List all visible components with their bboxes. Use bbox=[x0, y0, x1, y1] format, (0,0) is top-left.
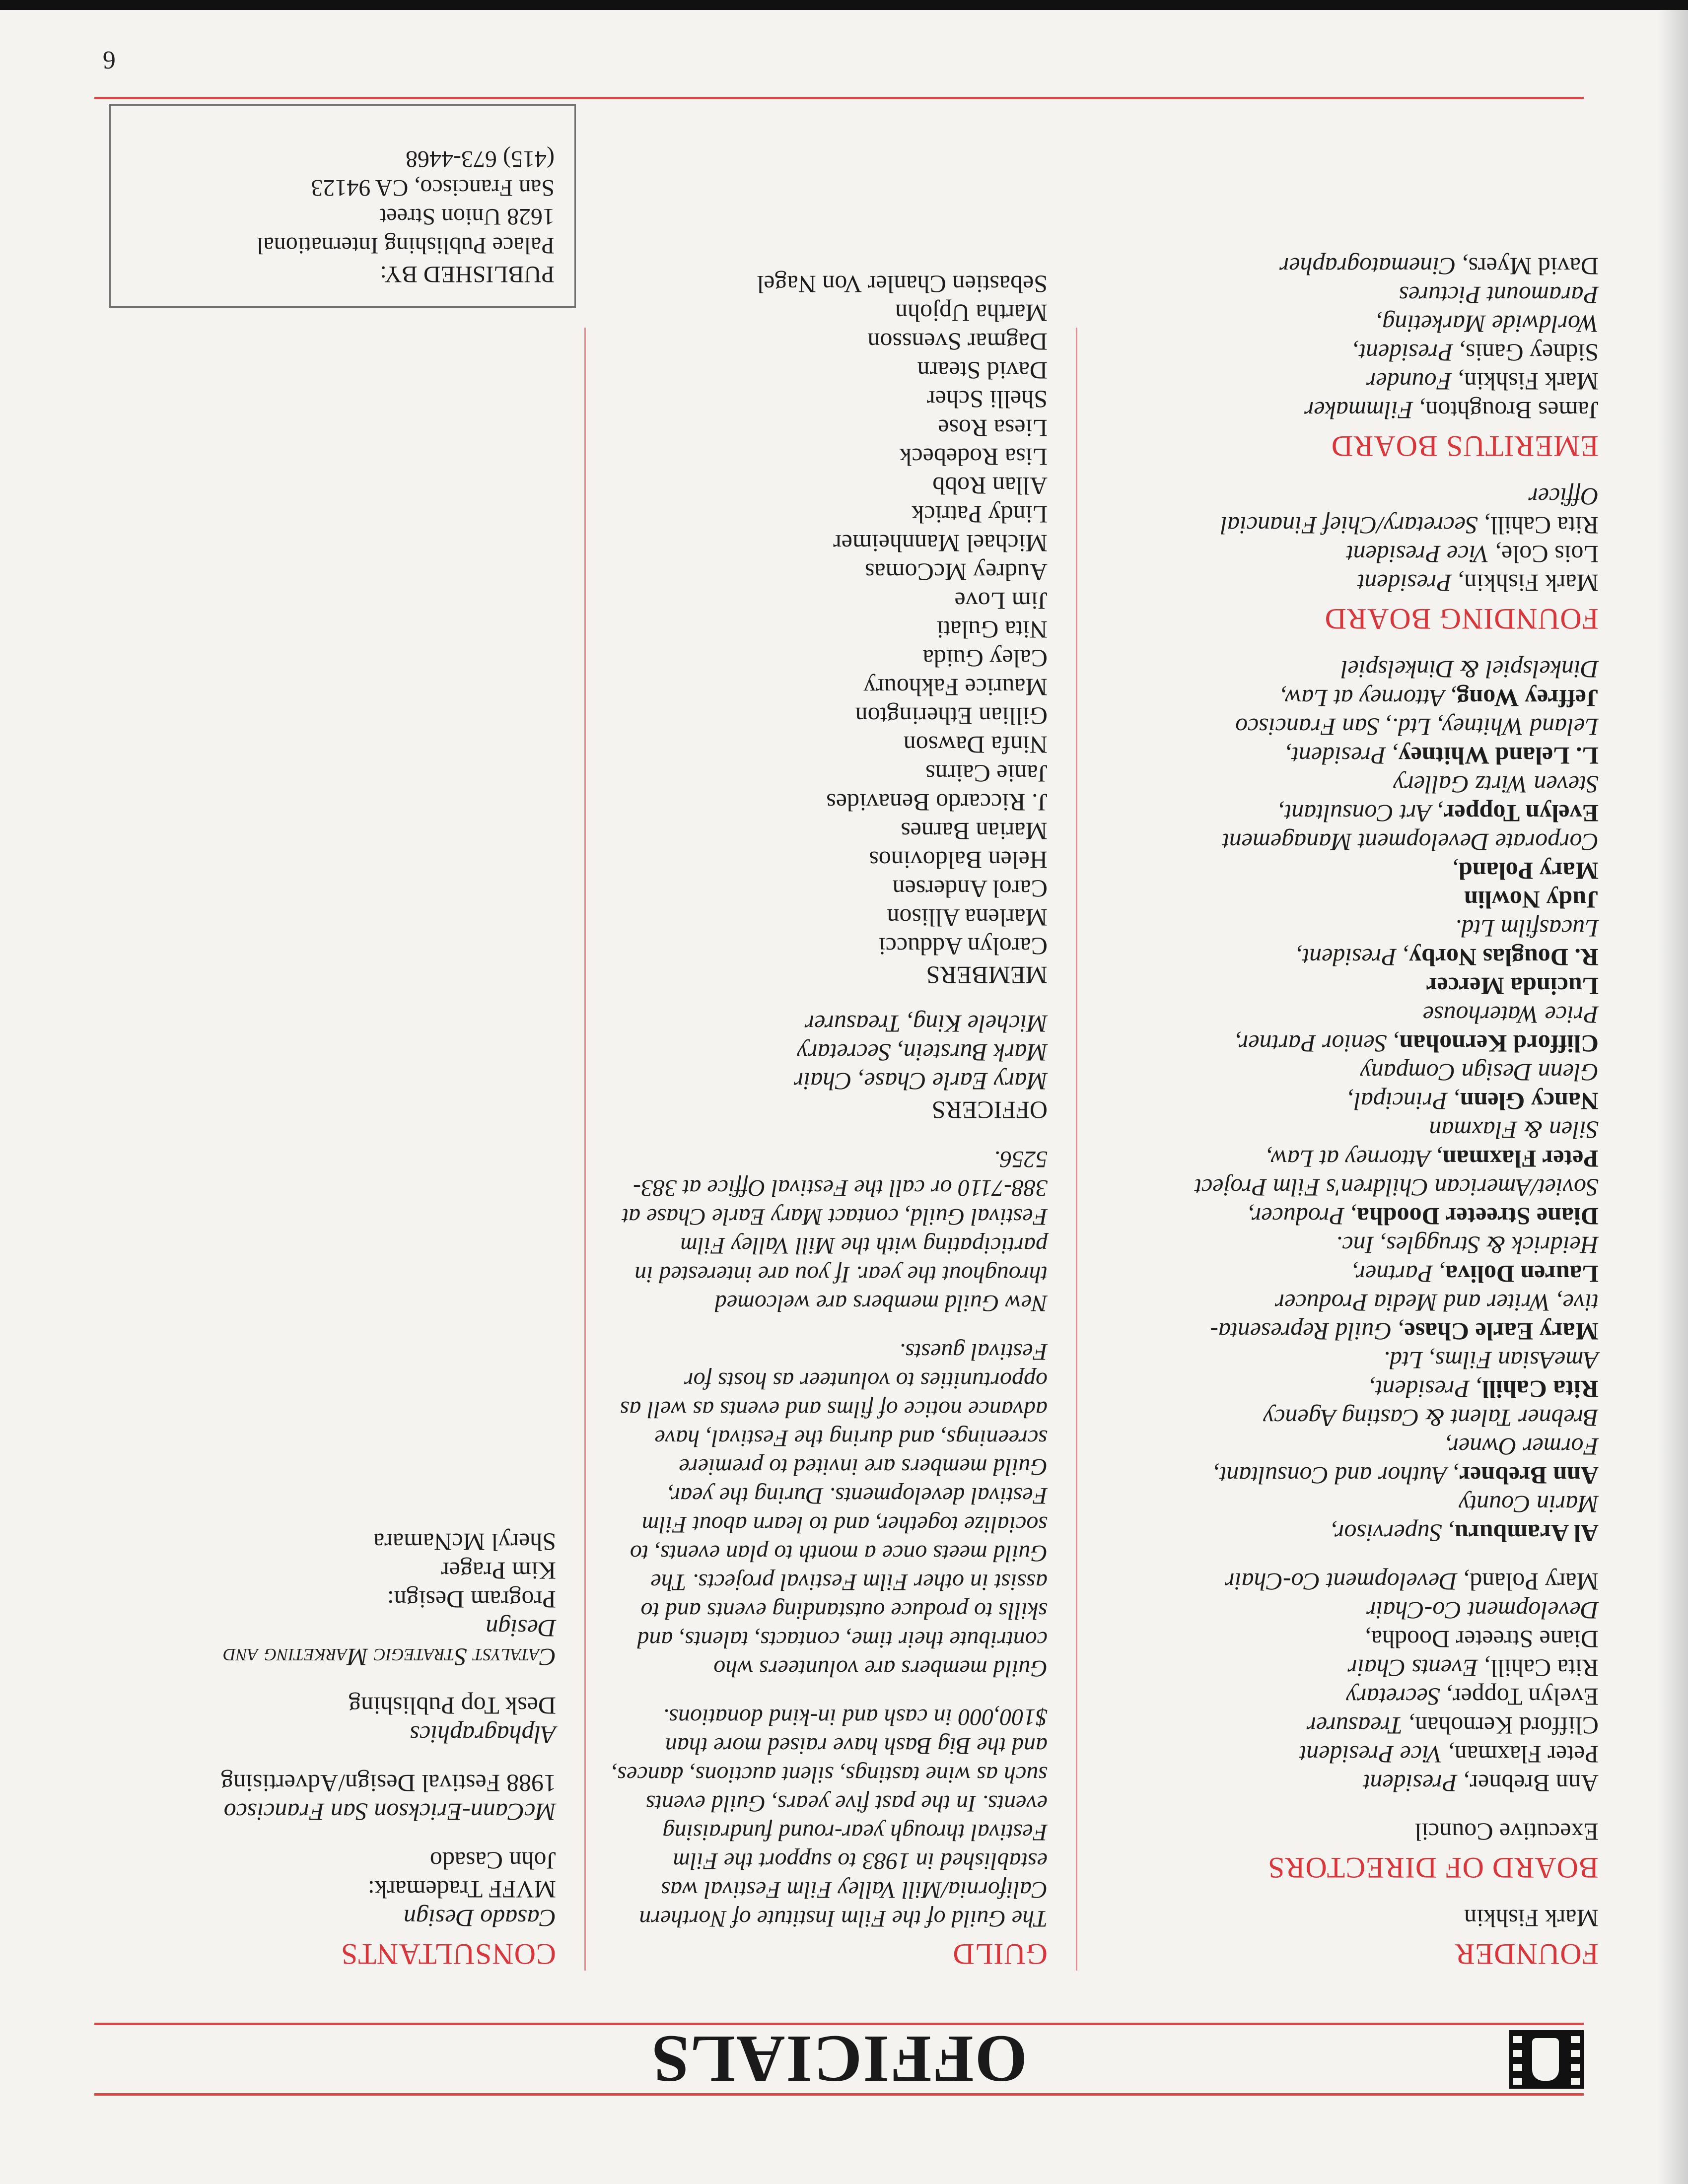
consultant-group: Catalyst Strategic Marketing and Design Program Design: Kim Prager Sheryl McNamara bbox=[223, 1528, 556, 1671]
list-item: Marlena Allison bbox=[887, 904, 1048, 932]
list-item: Martha Upjohn bbox=[895, 299, 1048, 327]
director-entry: R. Douglas Norby, President, bbox=[1296, 944, 1599, 971]
list-item: Mark Burstein, Secretary bbox=[797, 1039, 1048, 1067]
list-item: Caley Guida bbox=[922, 645, 1048, 673]
list-item: Michele King, Treasurer bbox=[804, 1010, 1048, 1038]
director-entry: Ann Brebner, Author and Consultant, bbox=[1213, 1462, 1599, 1490]
published-by-box: PUBLISHED BY: Palace Publishing International 1628 Union Street San Francisco, CA 94123 (415) 673-4468 bbox=[109, 104, 576, 308]
directors-list: Al Aramburu, Supervisor, Marin County Ann Brebner, Author and Consultant, Former Owner, Brebner Talent & Casting Agency Rita Cahill, President, AmeAsian Films, Ltd. Mary Earle Chase, Guild Representa- tive, Writer and Media Producer Lauren Doliva, Partner, Heidrick & Struggles, Inc. Diane Streeter Doodha, Producer, Soviet/American Children's Film Project Peter Flaxman, Attorney at Law, Silen & Flaxman Nancy Glenn, Principal, Glenn Design Company Clifford Kernohan, Senior Partner, Price Waterhouse Lucinda Mercer R. Douglas Norby, President, Lucasfilm Ltd. Judy Nowlin Mary Poland, Corporate Development Management Evelyn Topper, Art Consultant, Steven Wirtz Gallery L. Leland Whitney, President, Leland Whitney, Ltd., San Francisco Jeffrey Wong, Attorney at Law, Dinkelspiel & Dinkelspiel bbox=[1097, 655, 1599, 1548]
page-title: OFFICIALS bbox=[650, 2022, 1028, 2096]
list-item: J. Riccardo Benavides bbox=[826, 789, 1048, 817]
column-board bbox=[1097, 233, 1599, 1971]
officers-list bbox=[611, 1010, 1048, 1096]
guild-paragraph-2: Guild members are volunteers who contribute their time, contacts, talents, and skills to produce outstanding events and to assist in other Film Festival projects. The Guild meets once a month to plan events, to socialize together, and to learn about Film Festival developments. During the year, Guild members are invited to premiere screenings, and during the Festival, have advance notice of films and events as well as opportunities to volunteer as hosts for Festival guests. bbox=[620, 1339, 1048, 1682]
director-entry: Peter Flaxman, Attorney at Law, bbox=[1266, 1145, 1599, 1173]
published-by-label: PUBLISHED BY: bbox=[380, 261, 555, 287]
header-rule-bottom bbox=[94, 2023, 1584, 2025]
director-entry: Judy Nowlin bbox=[1464, 886, 1599, 914]
director-entry: Clifford Kernohan, Senior Partner, bbox=[1235, 1030, 1599, 1058]
board-heading: BOARD OF DIRECTORS bbox=[1267, 1851, 1599, 1884]
executive-council-list: Ann Brebner, President Peter Flaxman, Vice President Clifford Kernohan, Treasurer Evelyn Topper, Secretary Rita Cahill, Events Chair Diane Streeter Doodha, Development Co-Chair Mary Poland, Development Co-Chair bbox=[1225, 1568, 1599, 1797]
list-item: Carolyn Adducci bbox=[878, 933, 1048, 960]
director-entry: Al Aramburu, Supervisor, bbox=[1331, 1519, 1599, 1547]
list-item: Lindy Patrick bbox=[912, 501, 1048, 529]
founding-board-heading: FOUNDING BOARD bbox=[1324, 603, 1599, 635]
guild-paragraph-1: The Guild of the Film Institute of Northern California/Mill Valley Film Festival was established in 1983 to support the Film Festival through year-round fundraising events. In the past five years, Guild events such as wine tastings, silent auctions, dances, and the Big Bash have raised more than $100,000 in cash and in-kind donations. bbox=[611, 1704, 1048, 1932]
consultants-heading: CONSULTANTS bbox=[340, 1938, 556, 1971]
page-header bbox=[94, 2020, 1584, 2100]
list-item: Lisa Rodebeck bbox=[899, 443, 1048, 471]
director-entry: Rita Cahill, President, bbox=[1369, 1375, 1599, 1403]
list-item: Dagmar Svensson bbox=[867, 328, 1048, 356]
consultant-group: McCann-Erickson San Francisco 1988 Festival Design/Advertising bbox=[221, 1770, 556, 1826]
emeritus-board-heading: EMERITUS BOARD bbox=[1331, 430, 1599, 463]
list-item: Shelli Scher bbox=[926, 386, 1048, 413]
list-item: Gillian Etherington bbox=[855, 702, 1048, 730]
list-item: Janie Cairns bbox=[925, 760, 1048, 788]
guild-heading: GUILD bbox=[952, 1938, 1048, 1971]
members-list bbox=[611, 270, 1048, 961]
consultant-group: Casado Design MVFF Trademark: John Casado bbox=[367, 1847, 556, 1932]
list-item: Marian Barnes bbox=[901, 818, 1048, 845]
column-divider-1 bbox=[1076, 328, 1077, 1971]
list-item: Nita Gulati bbox=[936, 616, 1048, 644]
page-gutter-shadow bbox=[1658, 0, 1688, 2184]
members-heading: MEMBERS bbox=[926, 961, 1048, 989]
footer-rule bbox=[94, 97, 1584, 99]
guild-paragraph-3: New Guild members are welcomed throughout the year. If you are interested in participating with the Mill Valley Film Festival Guild, contact Mary Earle Chase at 388-7110 or call the Festival Office at 383-5256. bbox=[622, 1146, 1048, 1316]
director-entry: Mary Poland, bbox=[1452, 857, 1599, 885]
executive-council-label: Executive Council bbox=[1414, 1818, 1599, 1846]
director-entry: L. Leland Whitney, President, bbox=[1285, 742, 1599, 770]
list-item: Allan Robb bbox=[932, 472, 1048, 500]
column-divider-2 bbox=[584, 328, 586, 1971]
list-item: David Stearn bbox=[917, 357, 1048, 385]
scan-edge bbox=[0, 0, 1688, 10]
director-entry: Diane Streeter Doodha, Producer, bbox=[1248, 1203, 1599, 1230]
founder-name: Mark Fishkin bbox=[1464, 1905, 1599, 1932]
director-entry: Nancy Glenn, Principal, bbox=[1347, 1088, 1599, 1115]
director-entry: Mary Earle Chase, Guild Representa- bbox=[1210, 1318, 1599, 1346]
director-entry: Evelyn Topper, Art Consultant, bbox=[1278, 800, 1599, 827]
director-entry: Lucinda Mercer bbox=[1426, 972, 1599, 1000]
list-item: Audrey McComas bbox=[865, 558, 1048, 586]
list-item: Carol Andersen bbox=[892, 875, 1048, 903]
officers-heading: OFFICERS bbox=[931, 1096, 1048, 1124]
list-item: Liesa Rose bbox=[938, 414, 1048, 442]
director-entry: Jeffrey Wong, Attorney at Law, bbox=[1280, 684, 1599, 712]
emeritus-board-list: James Broughton, Filmmaker Mark Fishkin, Founder Sidney Ganis, President, Worldwide Marketing, Paramount Pictures David Myers, Cinematographer bbox=[1279, 253, 1599, 424]
director-entry: Lauren Doliva, Partner, bbox=[1352, 1260, 1599, 1288]
page-number: 6 bbox=[103, 46, 116, 74]
consultant-group: Alphagraphics Desk Top Publishing bbox=[349, 1692, 556, 1749]
column-consultants bbox=[99, 233, 556, 1971]
founder-heading: FOUNDER bbox=[1454, 1938, 1599, 1971]
column-guild bbox=[611, 233, 1048, 1971]
list-item: Maurice Fakhoury bbox=[863, 674, 1048, 701]
list-item: Sebastien Chanler Von Nagel bbox=[757, 271, 1048, 298]
list-item: Jim Love bbox=[954, 587, 1048, 615]
list-item: Michael Mannheimer bbox=[833, 530, 1048, 557]
list-item: Ninfa Dawson bbox=[903, 731, 1048, 759]
list-item: Mary Earle Chase, Chair bbox=[793, 1068, 1048, 1095]
list-item: Helen Baldovinos bbox=[869, 846, 1048, 874]
founding-board-list: Mark Fishkin, President Lois Cole, Vice President Rita Cahill, Secretary/Chief Financial Officer bbox=[1220, 483, 1599, 597]
